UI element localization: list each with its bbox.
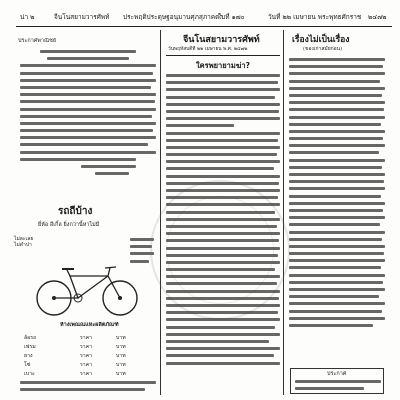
page-number: น่า ๒ (20, 13, 35, 21)
newspaper-name: จีนโนสยามวารศัพท์ (54, 13, 110, 21)
table-row: ยาง ราคา บาท (24, 353, 126, 359)
masthead (18, 11, 390, 23)
year: ๒๔๗๒ (368, 13, 387, 21)
right-notice-box (290, 368, 384, 394)
header-rule (16, 26, 392, 27)
table-row: ล้อรถ ราคา บาท (24, 335, 126, 341)
right-article-text (289, 58, 385, 331)
right-title: เรื่องไม่เป็นเรื่อง (292, 35, 350, 45)
middle-dateline: วันพฤหัสบดีที่ ๒๒ เมษายน พ.ศ. ๒๔๗๒ (168, 47, 248, 52)
table-row: เฟรม ราคา บาท (24, 344, 126, 350)
middle-article-text (166, 74, 280, 369)
column-divider-right (283, 30, 284, 395)
article-title: ใครพยายามฆ่า? (196, 61, 250, 70)
publisher: ประพฤติประดุษฐอนุมานศุภสุภาคดา (123, 13, 224, 21)
middle-rule (166, 55, 280, 56)
table-row: โซ่ ราคา บาท (24, 362, 126, 368)
right-subtitle: (ของเก่าสมัยก่อน) (303, 46, 343, 52)
middle-title: จีนโนสยามวารศัพท์ (183, 35, 260, 45)
ad-title: รถถีบ้าง (58, 206, 93, 217)
table-row: เบาะ ราคา บาท (24, 371, 126, 377)
right-notice-title: ประกาศ (327, 371, 347, 377)
ad-subtitle: ยี่ห้อ อีเกิ้ล ยิ่งกว่านี้หาไม่มี (38, 222, 100, 228)
ad-side-note: ไม่ละเลย ไม่ดำปา (14, 236, 34, 248)
left-top-note: ประกาศพาณิชย์ (18, 38, 57, 44)
left-article-text (20, 50, 156, 179)
issue-number: ใบที่ ๑๗๐ (218, 13, 245, 21)
date-line: วันที่ ๒๒ เมษายน พระพุทธศักราช (268, 13, 362, 21)
left-bottom-text (20, 381, 156, 395)
ad-shop-name: ห้างเพณณแหะผลิตภัณฑ์ (60, 322, 119, 328)
bicycle-illustration (32, 262, 142, 318)
